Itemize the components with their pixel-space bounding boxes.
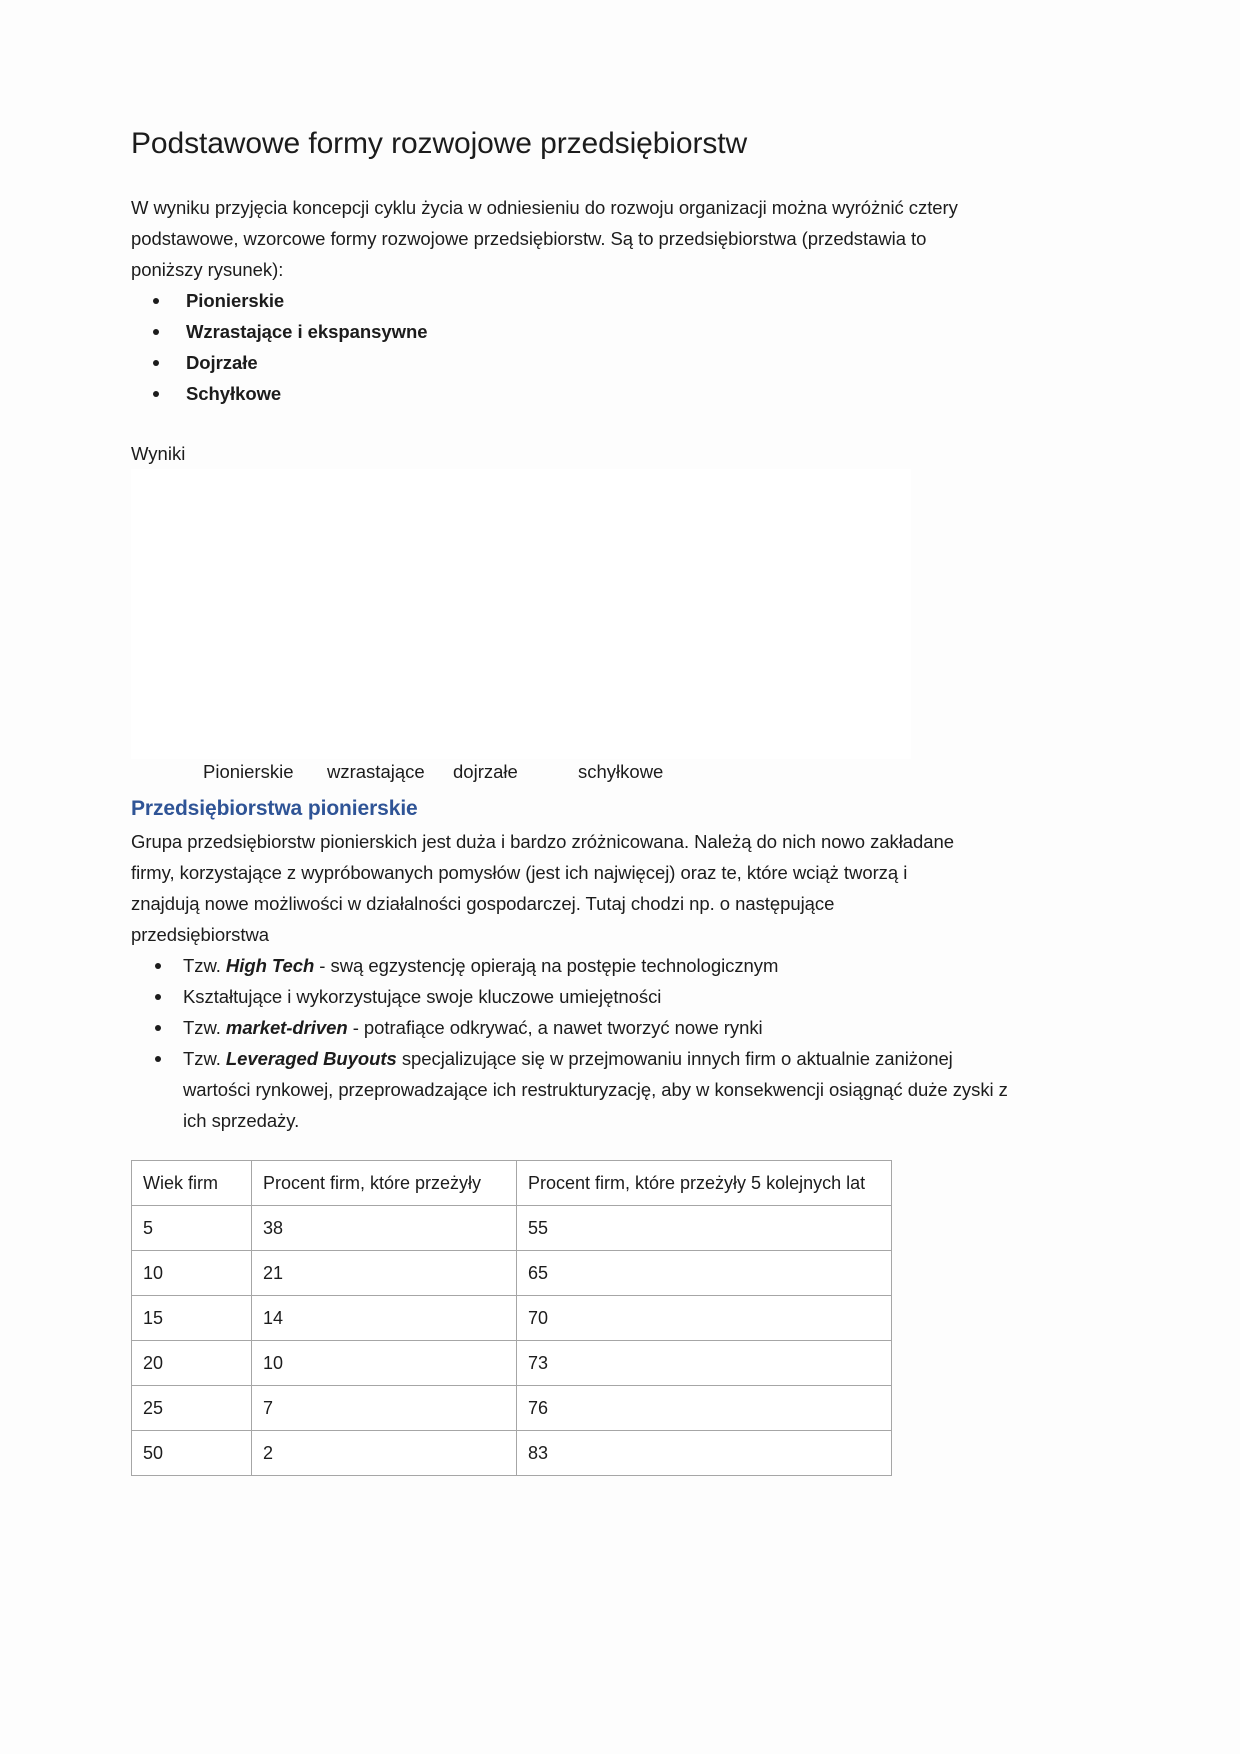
intro-paragraph: W wyniku przyjęcia koncepcji cyklu życia w odniesieniu do rozwoju organizacji można wyróżnić cztery podstawowe, wzorcowe formy rozwojowe przedsiębiorstw. Są to przedsiębiorstwa (przedstawia to poniższy rysunek): [131, 196, 958, 280]
list-item [131, 316, 986, 347]
table-header-row [132, 1160, 892, 1205]
section-paragraph: Grupa przedsiębiorstw pionierskich jest duża i bardzo zróżnicowana. Należą do nich nowo zakładane firmy, korzystające z wypróbowanych pomysłów (jest ich najwięcej) oraz te, które wciąż tworzą i znajdują nowe możliwości w działalności gospodarczej. Tutaj chodzi np. o następujące przedsiębiorstwa [131, 830, 954, 945]
table-cell-survived-5y: 83 [517, 1430, 892, 1475]
list-item [131, 378, 986, 409]
survival-rate-table [131, 1160, 892, 1476]
table-cell-survived-5y: 55 [517, 1205, 892, 1250]
list-item-label: Wzrastające i ekspansywne [186, 320, 428, 342]
table-cell-survived-5y: 70 [517, 1295, 892, 1340]
figure-label-schylkowe: schyłkowe [578, 760, 664, 782]
bullet-dot-icon [155, 1056, 161, 1062]
figure-label-pionierskie: Pionierskie [203, 760, 294, 782]
table-header-cell: Procent firm, które przeżyły 5 kolejnych lat [517, 1160, 892, 1205]
table-cell-age: 25 [132, 1385, 252, 1430]
list-item-emphasis: market-driven [225, 1016, 348, 1038]
table-row [132, 1205, 892, 1250]
list-item-prefix: Tzw. [183, 1047, 226, 1069]
table-row [132, 1430, 892, 1475]
table-cell-survived: 2 [252, 1430, 517, 1475]
table-cell-survived: 21 [252, 1250, 517, 1295]
figure-placeholder [131, 469, 911, 759]
figure-label-wzrastajace: wzrastające [327, 760, 425, 782]
list-item [131, 285, 986, 316]
section-heading-pionierskie: Przedsiębiorstwa pionierskie [131, 796, 418, 820]
list-item-suffix: - swą egzystencję opierają na postępie technologicznym [314, 954, 779, 976]
list-item-emphasis: High Tech [225, 954, 315, 976]
pioneer-types-list [131, 950, 1008, 1136]
figure-axis-labels [203, 759, 983, 795]
table-cell-survived: 7 [252, 1385, 517, 1430]
page-title: Podstawowe formy rozwojowe przedsiębiorstw [131, 127, 748, 160]
table-cell-survived-5y: 76 [517, 1385, 892, 1430]
list-item [131, 950, 1013, 981]
bullet-dot-icon [155, 1025, 161, 1031]
table-cell-age: 5 [132, 1205, 252, 1250]
table-cell-age: 15 [132, 1295, 252, 1340]
table-row [132, 1295, 892, 1340]
document-content [131, 127, 1008, 1476]
bullet-dot-icon [153, 391, 159, 397]
table-row [132, 1340, 892, 1385]
table-cell-survived: 10 [252, 1340, 517, 1385]
list-item [131, 347, 986, 378]
bullet-dot-icon [153, 329, 159, 335]
forms-list [131, 285, 986, 409]
figure-label-dojrzale: dojrzałe [453, 760, 518, 782]
table-header-cell: Procent firm, które przeżyły [252, 1160, 517, 1205]
results-label: Wyniki [131, 442, 186, 464]
list-item-label: Dojrzałe [186, 351, 258, 373]
list-item-prefix: Kształtujące i wykorzystujące swoje kluczowe umiejętności [183, 985, 662, 1007]
table-row [132, 1250, 892, 1295]
list-item [131, 1012, 1013, 1043]
bullet-dot-icon [153, 298, 159, 304]
table-cell-age: 10 [132, 1250, 252, 1295]
list-item-label: Schyłkowe [186, 382, 282, 404]
list-item-suffix: - potrafiące odkrywać, a nawet tworzyć nowe rynki [347, 1016, 763, 1038]
bullet-dot-icon [155, 963, 161, 969]
list-item-prefix: Tzw. [183, 1016, 226, 1038]
list-item-prefix: Tzw. [183, 954, 226, 976]
table-cell-survived-5y: 65 [517, 1250, 892, 1295]
bullet-dot-icon [153, 360, 159, 366]
list-item-emphasis: Leveraged Buyouts [225, 1047, 397, 1069]
table-cell-survived: 38 [252, 1205, 517, 1250]
table-row [132, 1385, 892, 1430]
list-item [131, 1043, 1013, 1136]
list-item [131, 981, 1013, 1012]
list-item-suffix: specjalizujące się w przejmowaniu innych firm o aktualnie zaniżonej wartości rynkowej, przeprowadzające ich restrukturyzację, aby w konsekwencji osiągnąć duże zyski z ich sprzedaży. [183, 1047, 1008, 1131]
table-cell-age: 50 [132, 1430, 252, 1475]
table-cell-survived-5y: 73 [517, 1340, 892, 1385]
table-cell-survived: 14 [252, 1295, 517, 1340]
table-cell-age: 20 [132, 1340, 252, 1385]
list-item-label: Pionierskie [186, 289, 285, 311]
bullet-dot-icon [155, 994, 161, 1000]
table-header-cell: Wiek firm [132, 1160, 252, 1205]
